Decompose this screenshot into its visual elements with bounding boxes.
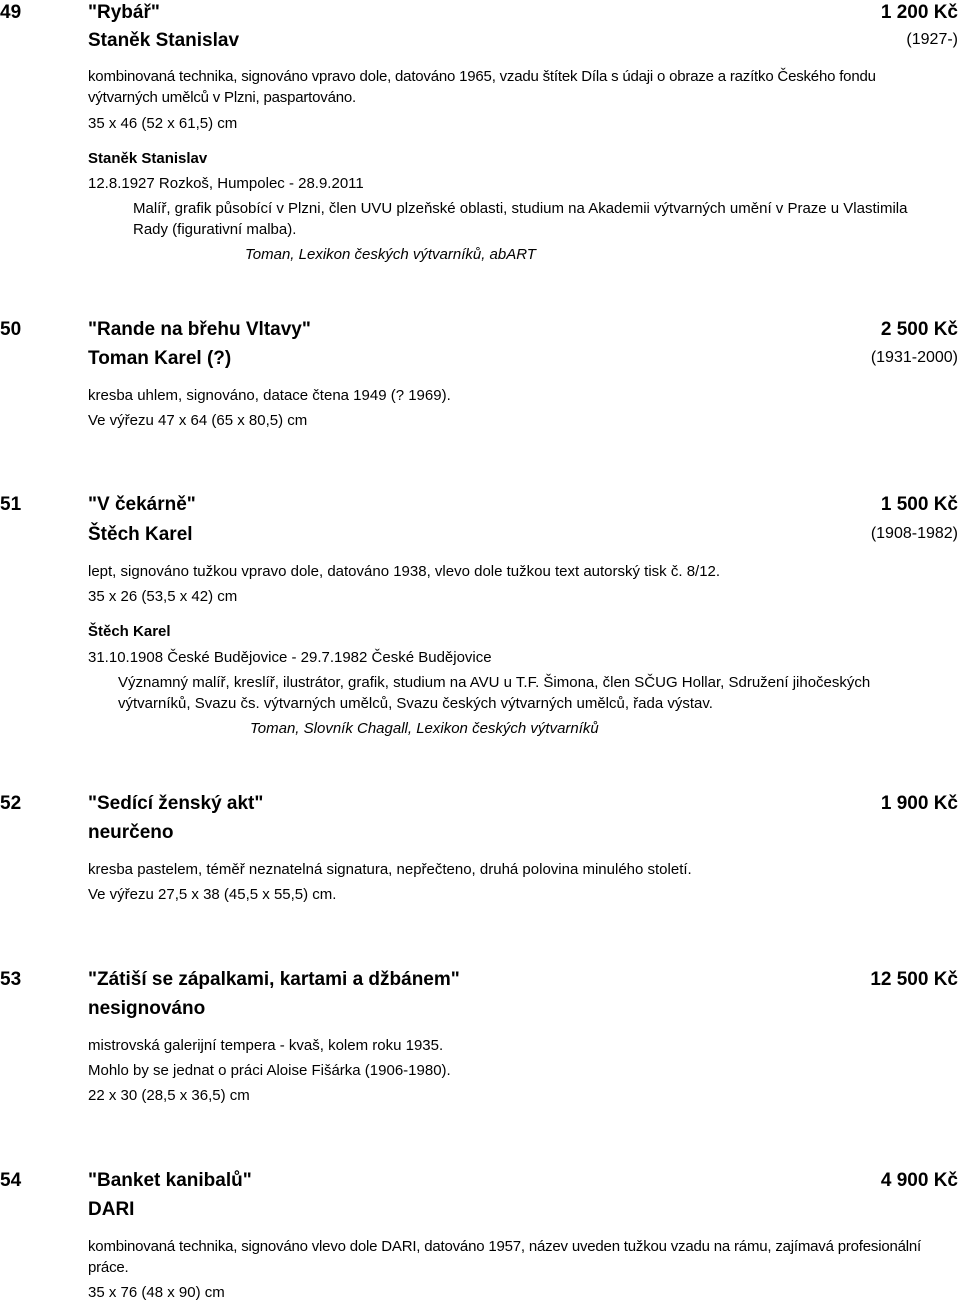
- bio-life: 31.10.1908 České Budějovice - 29.7.1982 České Budějovice: [88, 649, 492, 666]
- lot-dimensions: Ve výřezu 27,5 x 38 (45,5 x 55,5) cm.: [88, 886, 337, 903]
- bio-source: Toman, Slovník Chagall, Lexikon českých výtvarníků: [250, 720, 599, 737]
- lot-artist: Štěch Karel: [88, 524, 193, 545]
- lot-number: 54: [0, 1170, 22, 1191]
- bio-source: Toman, Lexikon českých výtvarníků, abART: [245, 246, 536, 263]
- lot-artist: neurčeno: [88, 822, 174, 843]
- bio-description: Malíř, grafik působící v Plzni, člen UVU plzeňské oblasti, studium na Akademii výtvarných umění v Praze u Vlastimila Rady (figurativní malba).: [133, 200, 908, 238]
- lot-description: kombinovaná technika, signováno vpravo dole, datováno 1965, vzadu štítek Díla s údaji o obraze a razítko Českého fondu výtvarných umělců v Plzni, paspartováno.: [88, 68, 876, 106]
- artist-dates: (1931-2000): [870, 349, 958, 366]
- bio-life: 12.8.1927 Rozkoš, Humpolec - 28.9.2011: [88, 175, 364, 192]
- lot-description: kresba uhlem, signováno, datace čtena 1949 (? 1969).: [88, 387, 451, 404]
- lot-description: kombinovaná technika, signováno vlevo dole DARI, datováno 1957, název uveden tužkou vzadu na rámu, zajímavá profesionální práce.: [88, 1238, 921, 1276]
- lot-note: Mohlo by se jednat o práci Aloise Fišárka (1906-1980).: [88, 1062, 451, 1079]
- lot-title: "Sedící ženský akt": [88, 793, 264, 814]
- bio-name: Štěch Karel: [88, 623, 171, 640]
- lot-number: 49: [0, 2, 22, 23]
- lot-description: lept, signováno tužkou vpravo dole, datováno 1938, vlevo dole tužkou text autorský tisk č. 8/12.: [88, 563, 721, 580]
- bio-name: Staněk Stanislav: [88, 150, 208, 167]
- lot-price: 1 500 Kč: [880, 494, 958, 515]
- lot-price: 4 900 Kč: [880, 1170, 958, 1191]
- lot-price: 1 900 Kč: [880, 793, 958, 814]
- lot-number: 53: [0, 969, 22, 990]
- lot-title: "V čekárně": [88, 494, 196, 515]
- lot-dimensions: Ve výřezu 47 x 64 (65 x 80,5) cm: [88, 412, 308, 429]
- lot-artist: nesignováno: [88, 998, 206, 1019]
- lot-artist: DARI: [88, 1199, 135, 1220]
- lot-dimensions: 22 x 30 (28,5 x 36,5) cm: [88, 1087, 250, 1104]
- lot-artist: Staněk Stanislav: [88, 30, 240, 51]
- lot-description: kresba pastelem, téměř neznatelná signatura, nepřečteno, druhá polovina minulého století.: [88, 861, 692, 878]
- artist-dates: (1927-): [906, 31, 958, 48]
- lot-title: "Rande na břehu Vltavy": [88, 319, 311, 340]
- lot-price: 2 500 Kč: [880, 319, 958, 340]
- lot-artist: Toman Karel (?): [88, 348, 232, 369]
- lot-title: "Banket kanibalů": [88, 1170, 252, 1191]
- lot-number: 50: [0, 319, 22, 340]
- lot-number: 52: [0, 793, 22, 814]
- lot-price: 12 500 Kč: [870, 969, 958, 990]
- lot-dimensions: 35 x 76 (48 x 90) cm: [88, 1284, 225, 1301]
- lot-number: 51: [0, 494, 22, 515]
- lot-dimensions: 35 x 46 (52 x 61,5) cm: [88, 115, 238, 132]
- lot-title: "Rybář": [88, 2, 160, 23]
- lot-description: mistrovská galerijní tempera - kvaš, kolem roku 1935.: [88, 1037, 444, 1054]
- artist-dates: (1908-1982): [870, 525, 958, 542]
- lot-dimensions: 35 x 26 (53,5 x 42) cm: [88, 588, 238, 605]
- lot-title: "Zátiší se zápalkami, kartami a džbánem": [88, 969, 460, 990]
- bio-description: Významný malíř, kreslíř, ilustrátor, grafik, studium na AVU u T.F. Šimona, člen SČUG Hollar, Sdružení jihočeských výtvarníků, Svazu čs. výtvarných umělců, Svazu českých výtvarných umělců, řada výstav.: [118, 674, 871, 712]
- lot-price: 1 200 Kč: [880, 2, 958, 23]
